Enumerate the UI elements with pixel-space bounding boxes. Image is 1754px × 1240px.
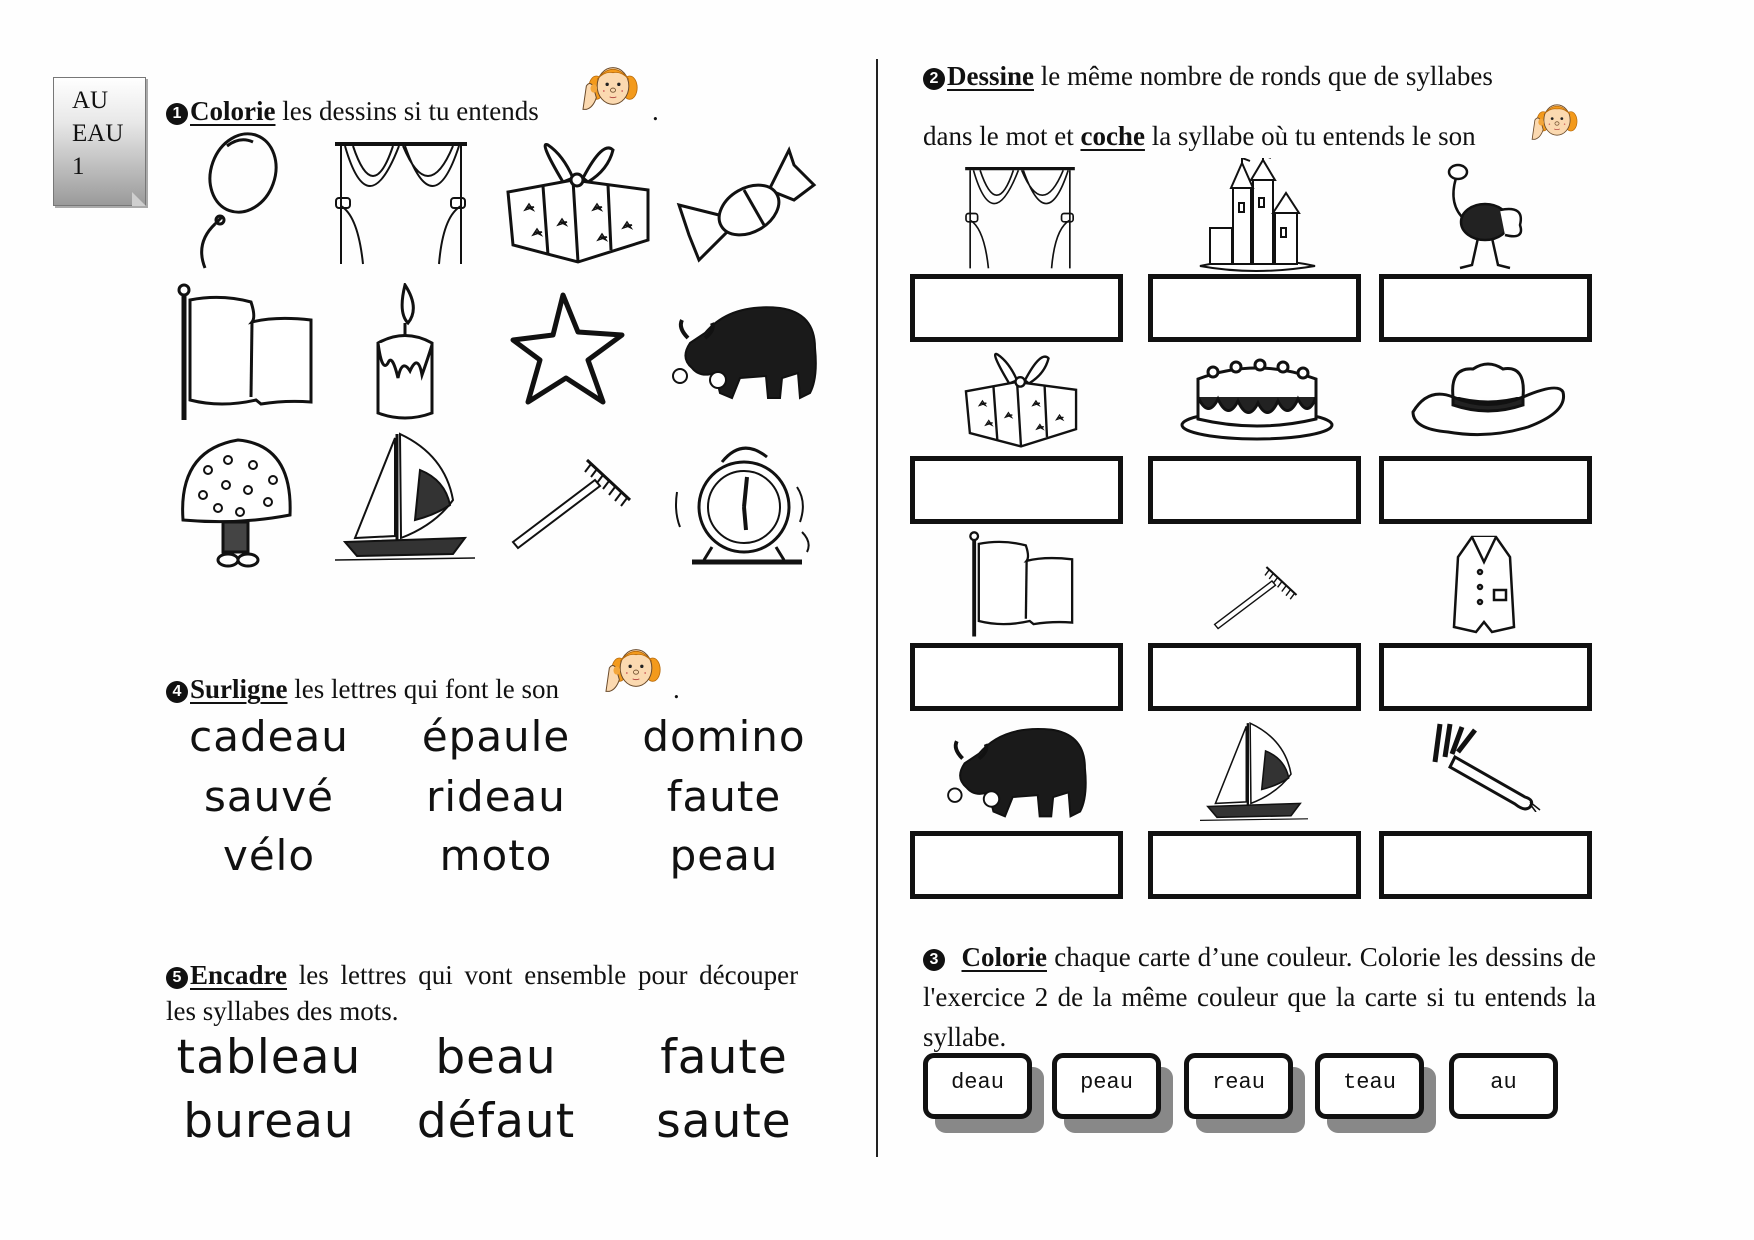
- word[interactable]: rideau: [426, 772, 566, 821]
- alarm-clock-picture[interactable]: [672, 432, 822, 567]
- candy-icon: [674, 145, 820, 265]
- syllable-card[interactable]: reau: [1184, 1053, 1293, 1119]
- exercise-verb: coche: [1080, 121, 1145, 151]
- sailboat-icon: [1200, 718, 1308, 824]
- gift-picture[interactable]: [503, 140, 653, 266]
- castle-picture: [1195, 158, 1320, 273]
- instruction-text: la syllabe où tu entends le son: [1144, 121, 1476, 151]
- hat-picture: [1408, 357, 1568, 439]
- exercise-verb: Surligne: [190, 674, 288, 704]
- rake-picture: [1204, 560, 1312, 630]
- gift-icon: [503, 140, 653, 266]
- syllable-answer-box[interactable]: [1379, 831, 1592, 899]
- exercise-verb: Dessine: [947, 61, 1034, 91]
- star-picture[interactable]: [508, 290, 628, 410]
- flag-picture: [968, 530, 1076, 638]
- flag-icon: [176, 282, 316, 422]
- bull-picture: [940, 720, 1095, 826]
- syllable-answer-box[interactable]: [910, 274, 1123, 342]
- word[interactable]: sauvé: [204, 772, 334, 821]
- instruction-text: chaque carte d’une couleur. Colorie les dessins de l'exercice 2 de la même couleur que la carte si tu entends la syllabe.: [923, 942, 1597, 1052]
- word[interactable]: faute: [660, 1030, 788, 1085]
- heading-period: .: [652, 96, 659, 126]
- column-divider: [876, 59, 878, 1157]
- syllable-card[interactable]: deau: [923, 1053, 1032, 1119]
- word[interactable]: épaule: [421, 712, 571, 761]
- cake-icon: [1178, 357, 1336, 443]
- syllable-answer-box[interactable]: [1148, 456, 1361, 524]
- word[interactable]: tableau: [176, 1030, 362, 1085]
- syllable-answer-box[interactable]: [1379, 274, 1592, 342]
- exercise-number-badge: 3: [923, 949, 945, 971]
- syllable-answer-box[interactable]: [1148, 274, 1361, 342]
- tag-line: EAU: [72, 120, 124, 147]
- word[interactable]: cadeau: [189, 712, 349, 761]
- syllable-answer-box[interactable]: [1148, 643, 1361, 711]
- curtain-picture: [962, 162, 1078, 270]
- sound-tag: [53, 77, 146, 206]
- candle-picture[interactable]: [370, 283, 440, 423]
- listening-girl-icon: [578, 58, 648, 114]
- word[interactable]: faute: [666, 772, 782, 821]
- tag-line: AU: [72, 87, 109, 114]
- exercise5-heading: [166, 960, 798, 990]
- word[interactable]: domino: [642, 712, 806, 761]
- listening-girl-icon: [1528, 96, 1586, 144]
- word[interactable]: défaut: [416, 1094, 576, 1149]
- leek-picture: [1430, 722, 1545, 812]
- curtain-icon: [333, 136, 469, 266]
- word[interactable]: saute: [656, 1094, 792, 1149]
- gift-icon: [962, 350, 1080, 450]
- exercise2-heading-line2: [923, 121, 1476, 151]
- candle-icon: [370, 283, 440, 423]
- flag-icon: [968, 530, 1076, 638]
- umbrella-picture[interactable]: [178, 430, 296, 570]
- exercise-verb: Colorie: [190, 96, 276, 126]
- syllable-card[interactable]: au: [1449, 1053, 1558, 1119]
- instruction-text: les lettres qui font le son: [287, 674, 559, 704]
- syllable-answer-box[interactable]: [1379, 456, 1592, 524]
- ostrich-icon: [1440, 160, 1530, 272]
- coat-picture: [1452, 532, 1516, 634]
- instruction-text: les lettres qui vont ensemble pour découper: [287, 960, 799, 990]
- syllable-answer-box[interactable]: [910, 643, 1123, 711]
- castle-icon: [1195, 158, 1320, 273]
- rake-picture[interactable]: [505, 450, 645, 550]
- bull-picture[interactable]: [670, 298, 820, 408]
- word[interactable]: moto: [439, 831, 553, 880]
- heading-period: .: [673, 674, 680, 704]
- balloon-icon: [185, 128, 285, 273]
- sailboat-picture: [1200, 718, 1308, 824]
- exercise-number-badge: 2: [923, 68, 945, 90]
- hat-icon: [1408, 357, 1568, 439]
- candy-picture[interactable]: [674, 145, 820, 265]
- rake-icon: [1204, 560, 1312, 630]
- word[interactable]: peau: [669, 831, 779, 880]
- star-icon: [508, 290, 628, 410]
- curtain-icon: [962, 162, 1078, 270]
- syllable-card[interactable]: peau: [1052, 1053, 1161, 1119]
- balloon-picture[interactable]: [185, 128, 285, 273]
- instruction-text: le même nombre de ronds que de syllabes: [1034, 61, 1493, 91]
- rake-icon: [505, 450, 645, 550]
- syllable-answer-box[interactable]: [1148, 831, 1361, 899]
- listening-girl-icon: [601, 640, 671, 696]
- word[interactable]: vélo: [222, 831, 316, 880]
- exercise3-instructions: [923, 937, 1596, 1057]
- ostrich-picture: [1440, 160, 1530, 272]
- exercise2-heading: [923, 61, 1493, 91]
- instruction-text: dans le mot et: [923, 121, 1081, 151]
- exercise4-heading: [166, 674, 559, 704]
- exercise-number-badge: 5: [166, 967, 188, 989]
- leek-icon: [1430, 722, 1545, 812]
- bull-icon: [940, 720, 1095, 826]
- cake-picture: [1178, 357, 1336, 443]
- syllable-answer-box[interactable]: [910, 456, 1123, 524]
- page-fold-icon: [132, 192, 146, 206]
- bull-icon: [670, 298, 820, 408]
- exercise-number-badge: 1: [166, 103, 188, 125]
- exercise-number-badge: 4: [166, 681, 188, 703]
- word[interactable]: beau: [435, 1030, 557, 1085]
- sailboat-icon: [335, 430, 475, 562]
- syllable-card[interactable]: teau: [1315, 1053, 1424, 1119]
- curtain-picture[interactable]: [333, 136, 469, 266]
- exercise-verb: Encadre: [190, 960, 288, 990]
- exercise5-heading-line2: les syllabes des mots.: [166, 996, 399, 1026]
- umbrella-icon: [178, 430, 296, 570]
- syllable-answer-box[interactable]: [910, 831, 1123, 899]
- alarm-clock-icon: [672, 432, 822, 567]
- exercise-verb: Colorie: [961, 942, 1047, 972]
- coat-icon: [1452, 532, 1516, 634]
- sailboat-picture[interactable]: [335, 430, 475, 562]
- exercise1-heading: [166, 96, 539, 126]
- instruction-text: les dessins si tu entends: [275, 96, 539, 126]
- syllable-answer-box[interactable]: [1379, 643, 1592, 711]
- flag-picture[interactable]: [176, 282, 316, 422]
- gift-picture: [962, 350, 1080, 450]
- word[interactable]: bureau: [183, 1094, 355, 1149]
- tag-line: 1: [72, 153, 85, 180]
